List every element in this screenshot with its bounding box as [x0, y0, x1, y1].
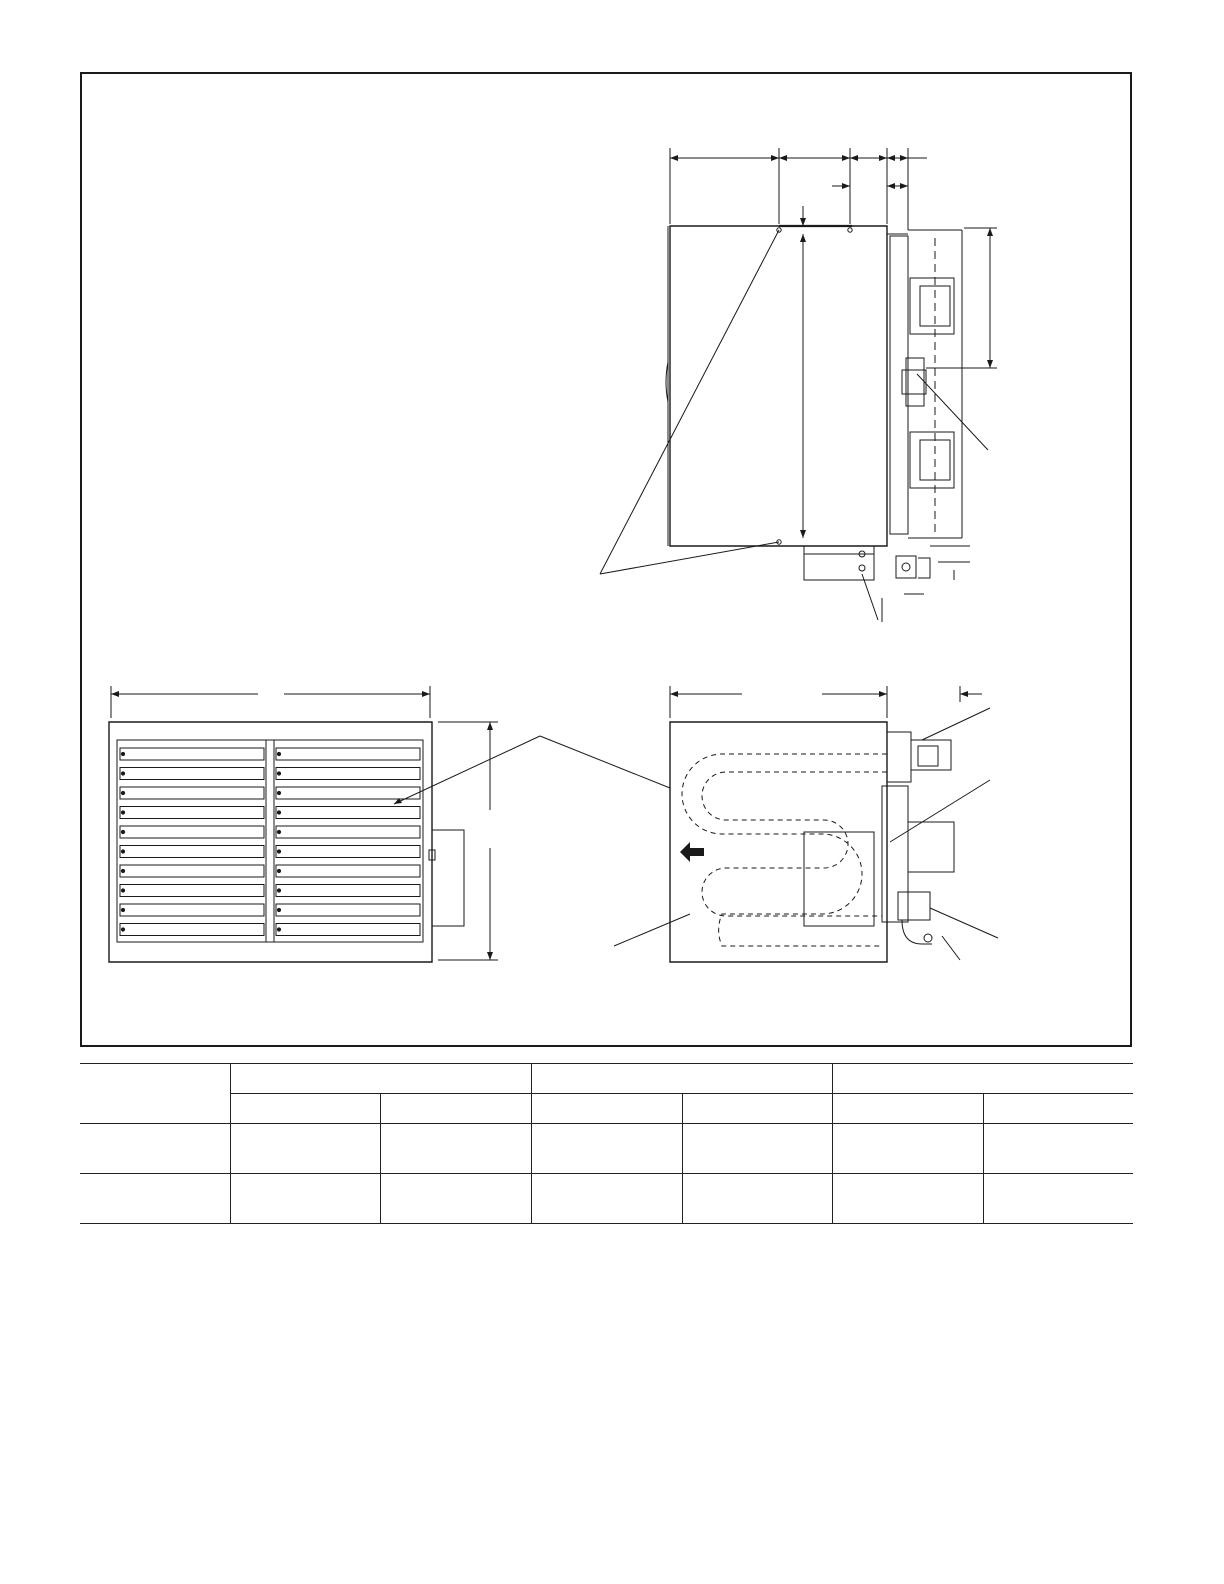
louver-blade — [276, 904, 420, 916]
cabinet-side-panel — [670, 226, 887, 546]
louver-pivot — [277, 928, 280, 931]
table-cell — [983, 1174, 1133, 1224]
louver-pivot — [121, 928, 124, 931]
louver-blade — [120, 904, 264, 916]
dimension-spec-table — [80, 1063, 1133, 1224]
louver-blade — [120, 924, 264, 936]
louver-blade — [276, 826, 420, 838]
table-cell — [80, 1174, 230, 1224]
table-cell — [682, 1124, 832, 1174]
airflow-arrow-icon — [680, 842, 704, 862]
table-subheader — [380, 1094, 531, 1124]
table-cell — [682, 1174, 832, 1224]
louver-blade — [120, 807, 264, 819]
louver-pivot — [277, 869, 280, 872]
table-header-model — [80, 1064, 230, 1124]
louver-pivot — [277, 850, 280, 853]
louver-pivot — [121, 811, 124, 814]
louver-pivot — [121, 752, 124, 755]
table-cell — [380, 1124, 531, 1174]
front-view — [109, 686, 540, 962]
louver-pivot — [121, 850, 124, 853]
louver-blade — [276, 807, 420, 819]
louver-pivot — [277, 908, 280, 911]
louver-blade — [276, 846, 420, 858]
louver-blade — [120, 787, 264, 799]
table-header-group-2 — [531, 1064, 832, 1094]
louver-blade — [276, 924, 420, 936]
leader-mounting-hole-top — [600, 230, 779, 574]
table-cell — [531, 1174, 682, 1224]
table-subheader — [531, 1094, 682, 1124]
louver-blade — [120, 768, 264, 780]
table-cell — [983, 1124, 1133, 1174]
louver-blade — [276, 748, 420, 760]
louver-blade — [120, 826, 264, 838]
table-subheader — [682, 1094, 832, 1124]
heat-exchanger-tube — [682, 754, 887, 946]
louver-blade — [120, 846, 264, 858]
louver-group — [120, 748, 420, 936]
louver-blade — [120, 865, 264, 877]
louver-pivot — [277, 889, 280, 892]
table-cell — [230, 1124, 380, 1174]
louver-blade — [276, 865, 420, 877]
louver-pivot — [277, 811, 280, 814]
louver-pivot — [277, 752, 280, 755]
table-cell — [531, 1124, 682, 1174]
table-subheader — [832, 1094, 983, 1124]
louver-blade — [276, 768, 420, 780]
table-subheader — [230, 1094, 380, 1124]
table-cell — [832, 1174, 983, 1224]
figure-frame — [80, 72, 1132, 1047]
louver-pivot — [277, 791, 280, 794]
louver-pivot — [121, 869, 124, 872]
louver-pivot — [277, 772, 280, 775]
table-cell — [832, 1124, 983, 1174]
louver-blade — [120, 885, 264, 897]
louver-pivot — [277, 830, 280, 833]
louver-blade — [276, 885, 420, 897]
louver-pivot — [121, 791, 124, 794]
table-subheader — [983, 1094, 1133, 1124]
table-row — [80, 1124, 1133, 1174]
side-view — [600, 148, 997, 622]
front-louver-housing — [109, 722, 432, 962]
louver-blade — [120, 748, 264, 760]
table-header-group-3 — [832, 1064, 1133, 1094]
table-header-group-1 — [230, 1064, 531, 1094]
rear-view — [540, 686, 998, 962]
dimension-drawing — [82, 74, 1134, 1049]
louver-pivot — [121, 830, 124, 833]
louver-pivot — [121, 889, 124, 892]
table-cell — [380, 1174, 531, 1224]
louver-pivot — [121, 772, 124, 775]
louver-blade — [276, 787, 420, 799]
table-row — [80, 1174, 1133, 1224]
table-cell — [80, 1124, 230, 1174]
leader-mounting-hole-bottom — [600, 542, 779, 574]
louver-pivot — [121, 908, 124, 911]
table-cell — [230, 1174, 380, 1224]
